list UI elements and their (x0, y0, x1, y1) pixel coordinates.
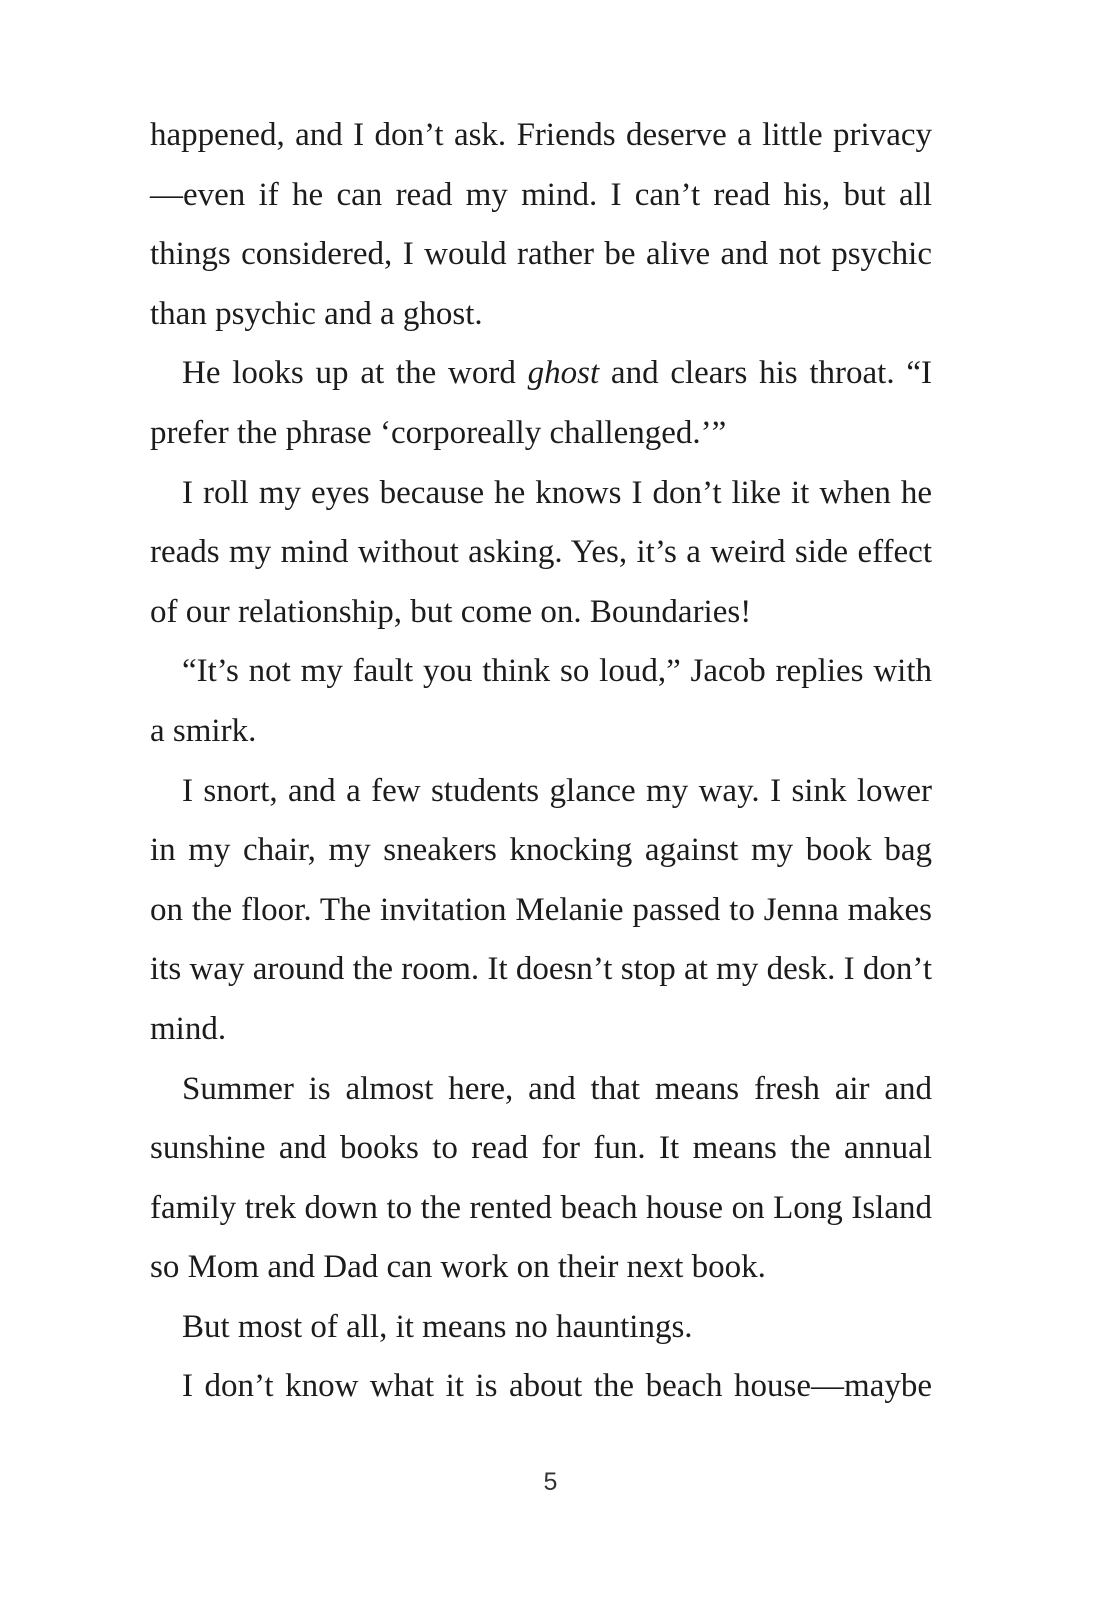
paragraph (150, 106, 932, 344)
text-run: I don’t know what it is about the beach house—maybe (182, 1368, 932, 1405)
paragraph (150, 1357, 932, 1417)
text-run: I snort, and a few students glance my way. I sink lower in my chair, my sneakers knocking against my book bag on the floor. The invitation Melanie passed to Jenna makes its way around the room. It doesn’t stop at my desk. I don’t mind. (150, 772, 932, 1047)
text-run: happened, and I don’t ask. Friends deserve a little privacy—even if he can read my mind. I can’t read his, but all things considered, I would rather be alive and not psychic than psychic and a ghost. (150, 117, 932, 332)
text-run: He looks up at the word (182, 355, 528, 392)
text-run: But most of all, it means no hauntings. (182, 1308, 693, 1345)
page-number: 5 (543, 1468, 558, 1496)
paragraph (150, 762, 932, 1060)
paragraph (150, 1060, 932, 1298)
paragraph (150, 464, 932, 643)
italic-word: ghost (527, 355, 600, 392)
text-run: Summer is almost here, and that means fresh air and sunshine and books to read for fun. It means the annual family trek down to the rented beach house on Long Island so Mom and Dad can work on their next book. (150, 1070, 932, 1286)
text-run: and clears his throat. “I prefer the phrase ‘corporeally challenged.’” (150, 355, 932, 451)
paragraph (150, 642, 932, 761)
paragraph (150, 344, 932, 463)
body-text (150, 106, 932, 1417)
text-run: I roll my eyes because he knows I don’t like it when he reads my mind without asking. Yes, it’s a weird side effect of our relationship, but come on. Boundaries! (150, 474, 932, 630)
paragraph (150, 1298, 932, 1358)
text-run: “It’s not my fault you think so loud,” Jacob replies with a smirk. (150, 653, 932, 749)
